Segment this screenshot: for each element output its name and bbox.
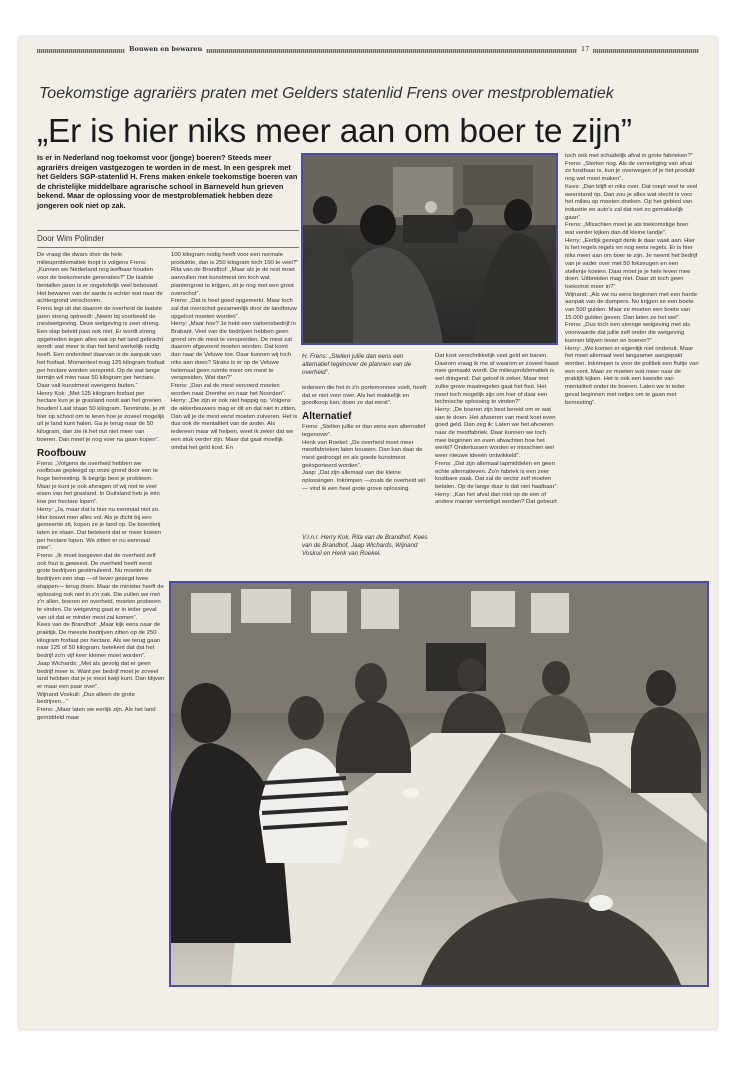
paragraph: Frens: „Stellen jullie er dan eens een alternatief tegenover”.: [302, 424, 426, 438]
headline: „Er is hier niks meer aan om boer te zijn”: [37, 113, 632, 150]
paragraph: Jaap Wichards: „Met als gevolg dat er geen bedrijf meer is. Want per bedrijf moet je zoveel land hebben dat je je mest kwijt kunt. Dan blijven er maar een paar over”.: [37, 660, 165, 690]
paragraph: Herry: „Ja, maar dat is hier nu eenmaal niet zo. Hier bouwt men alles vol. Als je dicht bij een gemeente zit, kopen ze je land op. De boerderij laten ze staan. Dat betekent dat er meer koeien per hectare lopen. We zitten er nu eenmaal mee”.: [37, 506, 162, 552]
article-column-3: [302, 385, 430, 505]
article-column-5: [565, 153, 699, 577]
paragraph: Frens: „Dan zal de mest vervoerd moeten worden naar Drenthe en naar het Noorden”.: [171, 382, 286, 397]
paragraph: Kees: „Dan blijft er niks over. Dat roept veel te veel weerstand op. Dan zou je alles wat slecht is voor het milieu op moeten doeken. Op het gebied van industrie en auto's zal dat niet zo gemakkelijk gaan”.: [565, 183, 698, 221]
paragraph: Wijnand Voskuil: „Dus alleen de grote bedrijven...”: [37, 691, 135, 706]
paragraph: Frens legt uit dat daarom de overheid de laatste jaren streng optreedt: „Neem bij voorbeeld de mestwetgeving. Deze wetgeving is zeer streng. Een slap beleid past ook niet. Er wordt streng opgetreden tegen alles wat op het land gebracht wordt: wat meer is dan het land werkelijk nodig heeft. Een onderdeel daarvan is de aanpak van het fosfaat. Momenteel mag 125 kilogram fosfaat per hectare worden verspreid. Op de wat lange termijn wil men naar 50 kilogram per hectare. Daar valt kunstmest overigens buiten.”: [37, 305, 165, 389]
paragraph: Henk van Roekel: „De overheid moet meer mestfabrieken laten bouwen. Dan kan daar de mest gedroogd en als goede kunstmest geëxporteerd worden”.: [302, 439, 423, 469]
paragraph: Herry: „We komen er eigenlijk niet onderuit. Maar het moet allemaal veel langzamer aangepakt worden. Inkrimpen is voor de politiek een fluitje van een cent. Maar ze moeten wat meer naar de praktijk kijken. Het is ook een kwestie van mentaliteit onder de boeren. Laten we in ieder geval beginnen met netjes om te gaan met bemesting”.: [565, 345, 699, 406]
paragraph: Rita van de Brandhof: „Maar als je de rest moet aanvullen met kunstmest om toch wat plantengroei te krijgen, zit je nog met een groot overschot”.: [171, 267, 295, 297]
paragraph: Frens: „Sterker nog. Als de vernietiging van afval zo kostbaar is, kun je overwegen of je het produkt nog wel moet maken”.: [565, 160, 695, 183]
paragraph: Wijnand: „Als we nu eens beginnen met een harde aanpak van de dumpers. Nu krijgen ze een boete van 500 gulden. Maar ze moeten een boete van 15.000 gulden geven. Dan laten ze het wel”.: [565, 291, 697, 321]
paragraph: Frens: „Dat is heel goed opgemerkt. Maar toch zal dat overschot gezamenlijk door de landbouw opgelost moeten worden”.: [171, 298, 297, 320]
paragraph: Herry: „Kan het afval dan niet op de een of andere manier vernietigd worden? Dat gebeurt: [435, 491, 557, 506]
paragraph: Frens: „Misschien moet je als toekomstige boer wat verder kijken dan dit kleine landje”.: [565, 222, 689, 237]
paragraph: iedereen die het in z'n portemonnee voelt, heeft dat er niet voor over. Als het makkelijk en goedkoop kan, doen ze dat eerst”.: [302, 385, 427, 407]
paragraph: De vraag die dwars door de hele milieuproblematiek loopt is volgens Frens: „Kunnen we Nederland nog leefbaar houden voor de toekomende generaties?” De laatste tientallen jaren is er ongelofelijk veel bebouwd. Het bewaren van de aarde is echter wat naar de achtergrond verschoven.: [37, 252, 163, 305]
photo-group-discussion: [169, 581, 709, 987]
caption-group-photo: V.l.n.r. Herry Kok, Rita van de Brandhof, Kees van de Brandhof, Jaap Wichards, Wijnand Voskuil en Henk van Roekel.: [302, 534, 428, 557]
paragraph: Herry: „Die zijn er ook niet happig op. Volgens de akkerbouwers mag er dit en dat niet in zitten. Dan wil je de mest eerst moeten zuiveren. Het is dus ook de mentaliteit van de ander. Als iedereen maar wil helpen, weet ik zeker dat we een stuk verder zijn. Maar dat gaat moeilijk omdat het geld kost. En: [171, 398, 298, 451]
paragraph: Jaap: „Dat zijn allemaal van die kleine oplossingen. Inkrimpen —zoals de overheid wil— vind ik een heel grote grove oplossing.: [302, 470, 425, 492]
paragraph: Frens: „Ik moet toegeven dat de overheid zelf ook fout is geweest. De overheid heeft eerst grote bedrijven gestimuleerd. Nu moeten de bedrijven een stap —of liever gezegd twee stappen— terug doen. Maar de minister heeft de oplossing ook niet in z'n zak. Die zullen we met z'n allen, boeren en overheid, moeten proberen te vinden. De wetgeving gaat er in ieder geval van uit dat er minder mest zal komen”.: [37, 553, 164, 621]
paragraph: Frens: „Dat zijn allemaal lapmiddelen en geen echte alternatieven. Zo'n fabriek is een zeer kostbare zaak. Dat zal de sector zelf moeten betalen. Op de lange duur is dat niet haalbaar”.: [435, 460, 559, 490]
paragraph: Herry: „Eerlijk gezegd denk ik daar vaak aan. Hier is het regels regels en nog eens regels. Er is hier niks meer aan om boer te zijn. Je neemt het bedrijf van je vader over met 50 fokzeugen en een stellenje koeien. Daar moet je je hele leven mee doen. Uitbreiden mag niet. Daar zit toch geen toekomst meer in?”: [565, 237, 698, 290]
paragraph: 100 kilogram nodig heeft voor een normale produktie, dan is 250 kilogram toch 150 te veel?”: [171, 252, 299, 266]
kicker-line: Toekomstige agrariërs praten met Gelders statenlid Frens over mestproblematiek: [39, 85, 614, 102]
paragraph: toch ook met schadelijk afval in grote fabrieken?”: [565, 153, 693, 159]
caption-top-photo: H. Frens: „Stellen jullie dan eens een alternatief tegenover de plannen van de overheid”.: [302, 353, 412, 376]
byline-rule-bottom: [37, 247, 299, 248]
paragraph: Frens: „Maar laten we eerlijk zijn. Als het land gemiddeld maar: [37, 707, 156, 721]
article-column-1: [37, 252, 165, 1022]
intro-paragraph: Is er in Nederland nog toekomst voor (jonge) boeren? Steeds meer agrariërs dreigen vastgezogen te worden in de mest. In een gesprek met het Gelders SGP-statenlid H. Frens maken enkele toekomstige boeren van de christelijke middelbare agrarische school in Barneveld hun grieven bekend. Maar de oplossing voor de mestproblematiek hebben deze jongeren ook niet op zak.: [37, 153, 298, 210]
byline-rule-top: [37, 230, 299, 231]
article-column-2: [171, 252, 299, 578]
paragraph: Kees van de Brandhof: „Maar kijk eens naar de praktijk. De meeste bedrijven zitten op de 250 kilogram fosfaat per hectare. Als we terug gaan naar 125 of 50 kilogram, betekent dat dat het bedrijf zo'n vijf keer kleiner moet worden”.: [37, 622, 161, 660]
photo-illustration: [171, 583, 707, 985]
paragraph: Dat kost verschrikkelijk veel geld en banen. Daarom vraag ik me af waarom er zoveel haast mee gemaakt wordt. De milieuproblematiek is wel dringend. Dat geloof ik zeker. Maar met zulke grove maatregelen gaat het fout. Het moet toch mogelijk zijn om hier of daar een technische oplossing te vinden?”: [435, 353, 559, 406]
paragraph: Henry Kok: „Met 125 kilogram fosfaat per hectare kun je je grasland nooit aan het groeien houden! Laat staan 50 kilogram. Tenminste, je zit hier op school om te leren hoe je zoveel mogelijk uit je land kunt halen. Ga je terug naar de 50 kilogram, dan zie ik het nut niet meer van boeren. Dan moet je nog voer na gaan kopen”.: [37, 390, 165, 443]
subheading-alternatief: Alternatief: [302, 411, 352, 423]
paragraph: Herry: „Maar hoe? Je hebt een varkensbedrijf in Brabant. Veel van die bedrijven hebben geen grond om de mest te verspreiden. De mest zal daarom afgevoerd moeten worden. Dat komt dan naar de Veluwe toe. Daar kunnen wij toch niks aan doen? Straks is er op de Veluwe helemaal geen ruimte meer om mest te verspreiden. Wat dan?”: [171, 321, 296, 382]
newspaper-page: [19, 37, 717, 1029]
photo-frens-speaking: [301, 153, 558, 345]
section-name: Bouwen en bewaren: [125, 45, 206, 53]
subheading-roofbouw: Roofbouw: [37, 447, 86, 459]
photo-illustration: [303, 155, 556, 343]
paragraph: Frens: „Volgens de overheid hebben we roofbouw gepleegd op onze grond door een te hoge bemesting. Ik begrijp best je probleem. Maar je kunt je ook afvragen of wij niet te veel eisen van het grasland. In Duitsland heb je één koe per hectare lopen”.: [37, 460, 160, 506]
page-number: 17: [577, 45, 593, 53]
paragraph: Frens: „Dus toch een strenge wetgeving met als voorwaarde dat jullie zelf onder die wetgeving kunnen blijven leven en boeren?”: [565, 322, 691, 344]
paragraph: Herry: „De boeren zijn best bereid om er wat aan te doen. Het afvoeren van mest kost even goed geld. Dan zeg ik: Laten we het afvoeren naar de mestfabriek. Daar kunnen we toch mee beginnen en even afwachten hoe het werkt? Ondertussen worden er misschien wel weer nieuwe ideeën ontwikkeld”.: [435, 406, 556, 460]
page-header: [37, 45, 699, 57]
byline: Door Wim Polinder: [37, 234, 105, 243]
article-column-4: [435, 353, 559, 577]
